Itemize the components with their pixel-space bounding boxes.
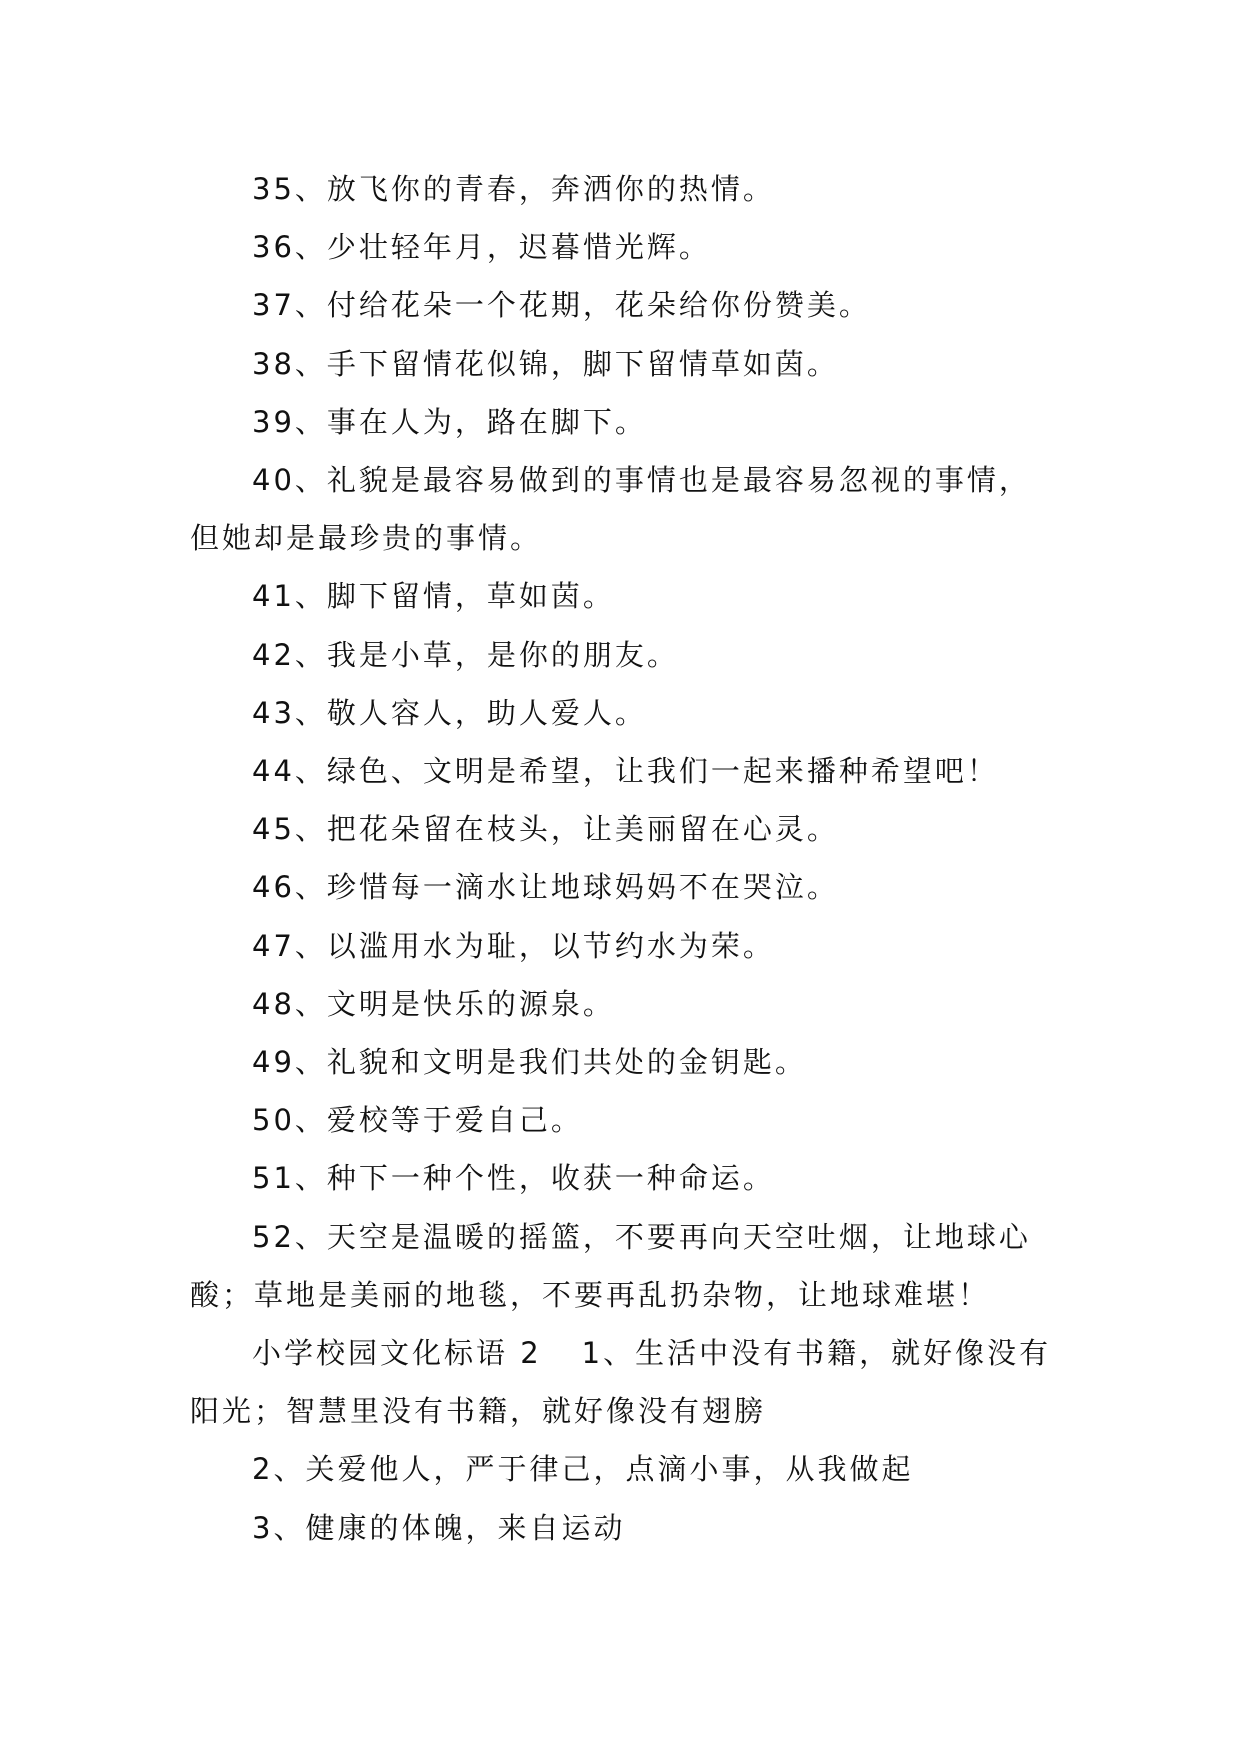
slogan-41: 41、脚下留情，草如茵。 bbox=[252, 579, 615, 614]
section-item-3: 3、健康的体魄，来自运动 bbox=[252, 1510, 626, 1545]
section-title: 小学校园文化标语 2 bbox=[252, 1336, 542, 1371]
slogan-50: 50、爱校等于爱自己。 bbox=[252, 1103, 583, 1138]
slogan-51: 51、种下一种个性，收获一种命运。 bbox=[252, 1161, 775, 1196]
slogan-52: 52、天空是温暖的摇篮，不要再向天空吐烟，让地球心酸；草地是美丽的地毯，不要再乱扔杂物，让地球难堪！ bbox=[190, 1219, 1031, 1312]
slogan-47: 47、以滥用水为耻，以节约水为荣。 bbox=[252, 928, 775, 963]
slogan-36: 36、少壮轻年月，迟暮惜光辉。 bbox=[252, 230, 711, 265]
slogan-40: 40、礼貌是最容易做到的事情也是最容易忽视的事情，但她却是最珍贵的事情。 bbox=[190, 463, 1031, 556]
slogan-48: 48、文明是快乐的源泉。 bbox=[252, 986, 615, 1021]
slogan-39: 39、事在人为，路在脚下。 bbox=[252, 404, 647, 439]
slogan-49: 49、礼貌和文明是我们共处的金钥匙。 bbox=[252, 1045, 807, 1080]
slogan-38: 38、手下留情花似锦，脚下留情草如茵。 bbox=[252, 346, 839, 381]
section-item-2: 2、关爱他人，严于律己，点滴小事，从我做起 bbox=[252, 1452, 914, 1487]
slogan-45: 45、把花朵留在枝头，让美丽留在心灵。 bbox=[252, 812, 839, 847]
slogan-44: 44、绿色、文明是希望，让我们一起来播种希望吧！ bbox=[252, 754, 999, 789]
section-item-1: 1、生活中没有书籍，就好像没有阳光；智慧里没有书籍，就好像没有翅膀 bbox=[190, 1336, 1052, 1429]
slogan-42: 42、我是小草，是你的朋友。 bbox=[252, 637, 679, 672]
slogan-35: 35、放飞你的青春，奔洒你的热情。 bbox=[252, 172, 775, 206]
slogan-46: 46、珍惜每一滴水让地球妈妈不在哭泣。 bbox=[252, 870, 839, 905]
slogan-43: 43、敬人容人，助人爱人。 bbox=[252, 695, 647, 730]
section-paragraph bbox=[190, 1324, 1060, 1440]
slogan-37: 37、付给花朵一个花期，花朵给你份赞美。 bbox=[252, 288, 871, 323]
document-body bbox=[190, 160, 1060, 1557]
